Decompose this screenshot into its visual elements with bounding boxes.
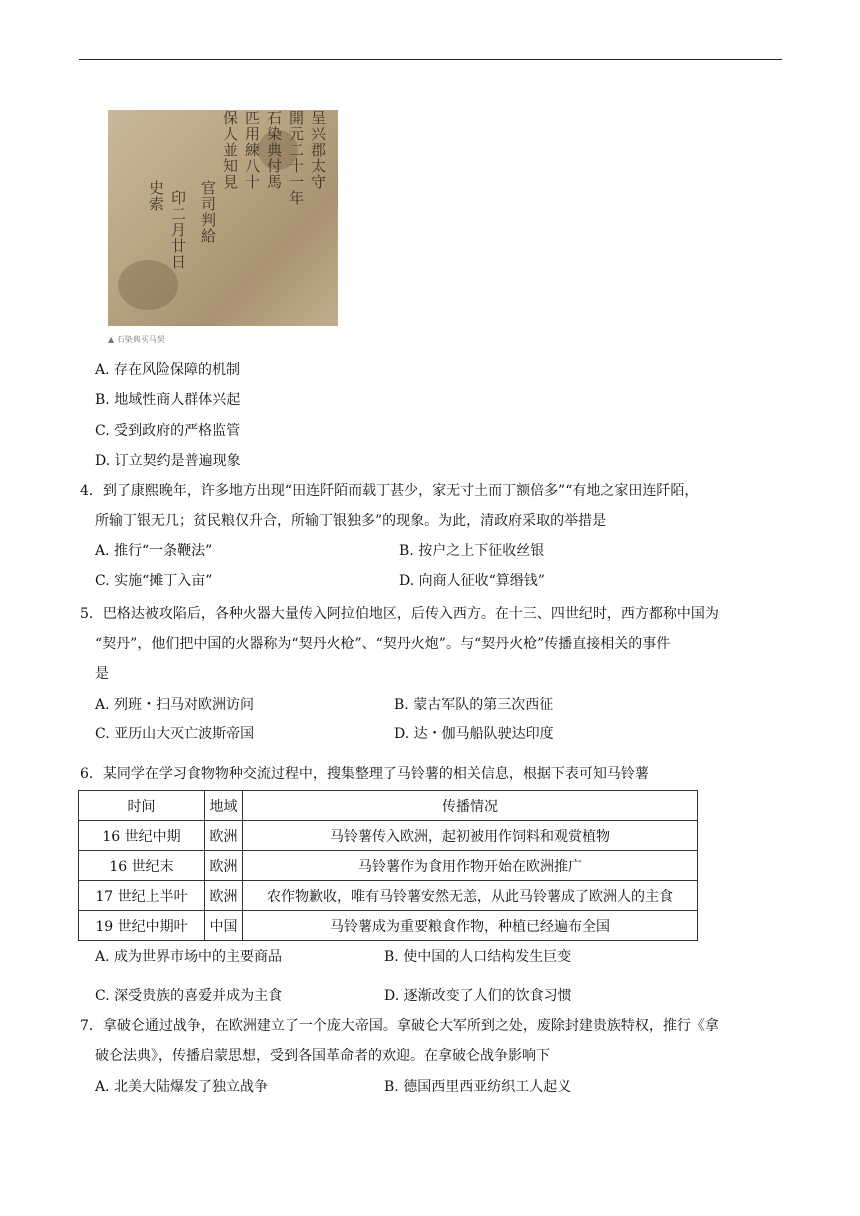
q7-option-b: B. 德国西里西亚纺织工人起义: [384, 1079, 572, 1095]
q5-option-a: A. 列班・扫马对欧洲访问: [95, 697, 255, 713]
table-cell: 欧洲: [205, 881, 243, 911]
table-header-region: 地域: [205, 791, 243, 821]
q3-option-b: B. 地域性商人群体兴起: [95, 392, 241, 408]
q3-option-d: D. 订立契约是普遍现象: [95, 453, 241, 469]
script-column: 開元二十一年: [287, 110, 305, 206]
table-row: [79, 881, 698, 911]
script-column: 呈兴郡太守: [309, 110, 327, 190]
table-cell: 马铃薯传入欧洲，起初被用作饲料和观赏植物: [243, 821, 698, 851]
script-column: 史索: [147, 180, 165, 212]
q4-option-b: B. 按户之上下征收丝银: [399, 543, 545, 559]
script-column: 官司判給: [199, 180, 217, 244]
q5-option-b: B. 蒙古军队的第三次西征: [394, 697, 554, 713]
script-column: 印二月廿日: [169, 190, 187, 270]
table-cell: 欧洲: [205, 821, 243, 851]
q7-option-a: A. 北美大陆爆发了独立战争: [95, 1079, 269, 1095]
table-cell: 中国: [205, 911, 243, 941]
q6-option-d: D. 逐渐改变了人们的饮食习惯: [384, 988, 572, 1004]
q6-option-c: C. 深受贵族的喜爱并成为主食: [95, 988, 283, 1004]
q5-stem-line3: 是: [95, 666, 109, 682]
potato-info-table: [78, 790, 698, 941]
q4-stem-line2: 所输丁银无几；贫民粮仅升合，所输丁银独多”的现象。为此，清政府采取的举措是: [95, 513, 607, 529]
q4-option-d: D. 向商人征收“算缗钱”: [399, 573, 545, 589]
table-row: [79, 911, 698, 941]
q4-option-c: C. 实施“摊丁入亩”: [95, 573, 213, 589]
q3-option-c: C. 受到政府的严格监管: [95, 423, 241, 439]
table-row: [79, 821, 698, 851]
contract-photo: [108, 110, 338, 326]
q7-stem-line1: 7．拿破仑通过战争，在欧洲建立了一个庞大帝国。拿破仑大军所到之处，废除封建贵族特权，推行《拿: [80, 1018, 719, 1034]
table-cell: 欧洲: [205, 851, 243, 881]
q7-stem-line2: 破仑法典》，传播启蒙思想，受到各国革命者的欢迎。在拿破仑战争影响下: [95, 1048, 550, 1064]
q5-option-d: D. 达・伽马船队驶达印度: [394, 726, 554, 742]
table-header-time: 时间: [79, 791, 205, 821]
q3-option-a: A. 存在风险保障的机制: [95, 362, 241, 378]
table-cell: 农作物歉收，唯有马铃薯安然无恙，从此马铃薯成了欧洲人的主食: [243, 881, 698, 911]
script-column: 保人並知見: [221, 110, 239, 190]
header-rule: [79, 59, 782, 60]
q6-option-a: A. 成为世界市场中的主要商品: [95, 949, 283, 965]
table-cell: 马铃薯成为重要粮食作物，种植已经遍布全国: [243, 911, 698, 941]
q4-stem-line1: 4．到了康熙晚年，许多地方出现“田连阡陌而载丁甚少，家无寸土而丁额倍多”“有地之家田连阡陌，: [80, 483, 699, 499]
table-cell: 19 世纪中期叶: [79, 911, 205, 941]
table-header-row: [79, 791, 698, 821]
photo-caption: ▲ 石染典买马契: [108, 335, 165, 344]
table-cell: 16 世纪末: [79, 851, 205, 881]
q5-stem-line1: 5．巴格达被攻陷后，各种火器大量传入阿拉伯地区，后传入西方。在十三、四世纪时，西方都称中国为: [80, 606, 719, 622]
table-cell: 马铃薯作为食用作物开始在欧洲推广: [243, 851, 698, 881]
q6-stem-line1: 6．某同学在学习食物物种交流过程中，搜集整理了马铃薯的相关信息，根据下表可知马铃薯: [80, 766, 649, 782]
q6-option-b: B. 使中国的人口结构发生巨变: [384, 949, 572, 965]
table-row: [79, 851, 698, 881]
table-cell: 16 世纪中期: [79, 821, 205, 851]
q5-stem-line2: “契丹”，他们把中国的火器称为“契丹火枪”、“契丹火炮”。与“契丹火枪”传播直接相关的事件: [95, 636, 671, 652]
table-header-spread: 传播情况: [243, 791, 698, 821]
q5-option-c: C. 亚历山大灭亡波斯帝国: [95, 726, 255, 742]
q4-option-a: A. 推行“一条鞭法”: [95, 543, 213, 559]
script-column: 石染典付馬: [265, 110, 283, 190]
script-column: 匹用練八十: [243, 110, 261, 190]
table-cell: 17 世纪上半叶: [79, 881, 205, 911]
photo-caption-text: 石染典买马契: [116, 335, 165, 344]
